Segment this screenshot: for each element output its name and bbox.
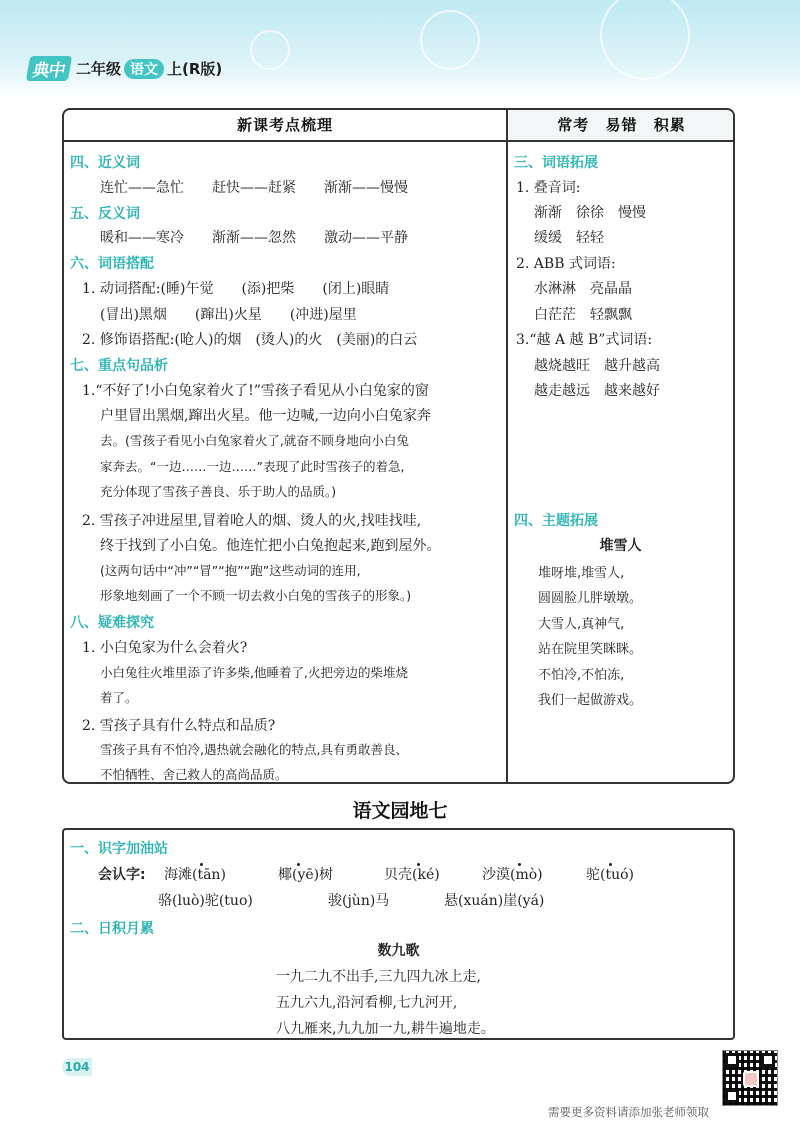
text-line: 2. 雪孩子冲进屋里,冒着呛人的烟、烫人的火,找哇找哇,	[82, 513, 422, 529]
char-row-1	[164, 864, 226, 884]
char-item: 骆(luò)驼(tuo)	[158, 893, 253, 909]
text-line: 水淋淋 亮晶晶	[534, 281, 632, 297]
annotation-line: 充分体现了雪孩子善良、乐于助人的品质。)	[100, 484, 337, 499]
poem-line: 不怕冷,不怕冻,	[538, 668, 625, 683]
text-line: 1. 动词搭配:(睡)午觉 (添)把柴 (闭上)眼睛	[82, 281, 390, 297]
char-item: 悬(xuán)崖(yá)	[444, 893, 545, 909]
qr-corner	[725, 1089, 739, 1103]
annotation-line: 着了。	[100, 690, 138, 705]
brand-logo: 典中	[26, 56, 72, 81]
text-line: 缓缓 轻轻	[534, 230, 604, 246]
decor-circle	[600, 0, 690, 80]
section-heading: 八、疑难探究	[70, 615, 154, 631]
text-line: 暖和——寒冷 渐渐——忽然 激动——平静	[100, 230, 408, 246]
annotation-line: 形象地刻画了一个不顾一切去救小白兔的雪孩子的形象。)	[100, 588, 412, 603]
poem-line: 堆呀堆,堆雪人,	[538, 566, 625, 581]
qr-code-icon[interactable]	[722, 1050, 778, 1106]
text-line: 越烧越旺 越升越高	[534, 358, 660, 374]
text-line: 2. 修饰语搭配:(呛人)的烟 (烫人)的火 (美丽)的白云	[82, 332, 418, 348]
text-line: (冒出)黑烟 (蹿出)火星 (冲进)屋里	[100, 307, 357, 323]
char-item: 漠(mò)	[496, 867, 543, 883]
char-row-1	[278, 864, 333, 884]
text-line: 渐渐 徐徐 慢慢	[534, 205, 646, 221]
char-item: 壳(ké)	[398, 867, 440, 883]
decor-circle	[420, 10, 480, 70]
annotation-line: 小白兔往火堆里添了许多柴,他睡着了,火把旁边的柴堆烧	[100, 665, 408, 680]
subject-badge: 语文	[124, 59, 164, 79]
annotation-line: 雪孩子具有不怕冷,遇热就会融化的特点,具有勇敢善良、	[100, 742, 408, 757]
section-heading: 六、词语搭配	[70, 256, 154, 272]
poem-line: 八九雁来,九九加一九,耕牛遍地走。	[276, 1021, 495, 1037]
char-row-1	[586, 864, 634, 884]
poem-line: 五九六九,沿河看柳,七九河开,	[276, 995, 458, 1011]
char-item: 树	[319, 867, 334, 883]
summary-table	[62, 108, 735, 784]
section-heading: 四、近义词	[70, 155, 140, 171]
qr-avatar	[743, 1071, 759, 1087]
char-row-1	[482, 864, 543, 884]
poem-line: 圆圆脸儿胖墩墩。	[538, 591, 643, 606]
poem-line: 站在院里笑眯眯。	[538, 642, 643, 657]
garden-title: 语文园地七	[352, 800, 448, 822]
book-brand	[28, 56, 222, 81]
section-heading: 七、重点句品析	[70, 358, 168, 374]
poem-line: 大雪人,真神气,	[538, 617, 625, 632]
char-item: 椰(yē)	[278, 867, 320, 883]
text-line: 户里冒出黑烟,蹿出火星。他一边喊,一边向小白兔家奔	[100, 408, 431, 424]
text-line: 2. 雪孩子具有什么特点和品质?	[82, 718, 276, 734]
section-heading: 三、词语拓展	[514, 155, 598, 171]
annotation-line: 不怕牺牲、舍己救人的高尚品质。	[100, 767, 288, 782]
text-line: 1. 叠音词:	[516, 180, 581, 196]
char-item: 骏(jùn)马	[328, 893, 390, 909]
poem-title: 堆雪人	[599, 538, 642, 554]
poem-title: 数九歌	[377, 943, 420, 959]
section-heading: 一、识字加油站	[70, 841, 168, 857]
text-line: 白茫茫 轻飘飘	[534, 307, 632, 323]
char-row-1	[384, 864, 440, 884]
left-column	[64, 110, 508, 782]
char-item: 驼(tuó)	[586, 867, 634, 883]
char-item: 滩(tān)	[178, 867, 226, 883]
text-line: 越走越远 越来越好	[534, 383, 660, 399]
right-column-title: 常考 易错 积累	[508, 110, 735, 142]
annotation-line: 去。(雪孩子看见小白兔家着火了,就奋不顾身地向小白兔	[100, 433, 409, 448]
left-column-title: 新课考点梳理	[64, 110, 506, 142]
char-item: 贝	[384, 867, 398, 883]
qr-corner	[725, 1053, 739, 1067]
recognize-label: 会认字:	[98, 867, 146, 883]
annotation-line: (这两句话中“冲”“冒”“抱”“跑”这些动词的连用,	[100, 563, 361, 578]
char-item: 海	[164, 867, 178, 883]
text-line: 1.“不好了!小白兔家着火了!”雪孩子看见从小白兔家的窗	[82, 383, 429, 399]
text-line: 2. ABB 式词语:	[516, 256, 616, 272]
qr-corner	[761, 1053, 775, 1067]
text-line: 1. 小白兔家为什么会着火?	[82, 640, 248, 656]
text-line: 终于找到了小白兔。他连忙把小白兔抱起来,跑到屋外。	[100, 538, 441, 554]
annotation-line: 家奔去。“一边……一边……”表现了此时雪孩子的着急,	[100, 459, 405, 474]
right-column	[508, 110, 735, 782]
char-item: 沙	[482, 867, 496, 883]
section-heading: 四、主题拓展	[514, 513, 598, 529]
poem-line: 一九二九不出手,三九四九冰上走,	[276, 969, 481, 985]
garden-box	[62, 828, 735, 1040]
header-band	[0, 0, 800, 100]
footer-note: 需要更多资料请添加张老师领取	[548, 1105, 709, 1119]
grade-label: 二年级	[76, 60, 122, 78]
section-heading: 五、反义词	[70, 206, 140, 222]
text-line: 3.“越 A 越 B”式词语:	[516, 332, 653, 348]
decor-circle	[250, 30, 290, 70]
text-line: 连忙——急忙 赶快——赶紧 渐渐——慢慢	[100, 180, 408, 196]
section-heading: 二、日积月累	[70, 921, 154, 937]
edition-label: 上(R版)	[167, 60, 223, 78]
poem-line: 我们一起做游戏。	[538, 693, 643, 708]
page-number: 104	[62, 1058, 92, 1076]
